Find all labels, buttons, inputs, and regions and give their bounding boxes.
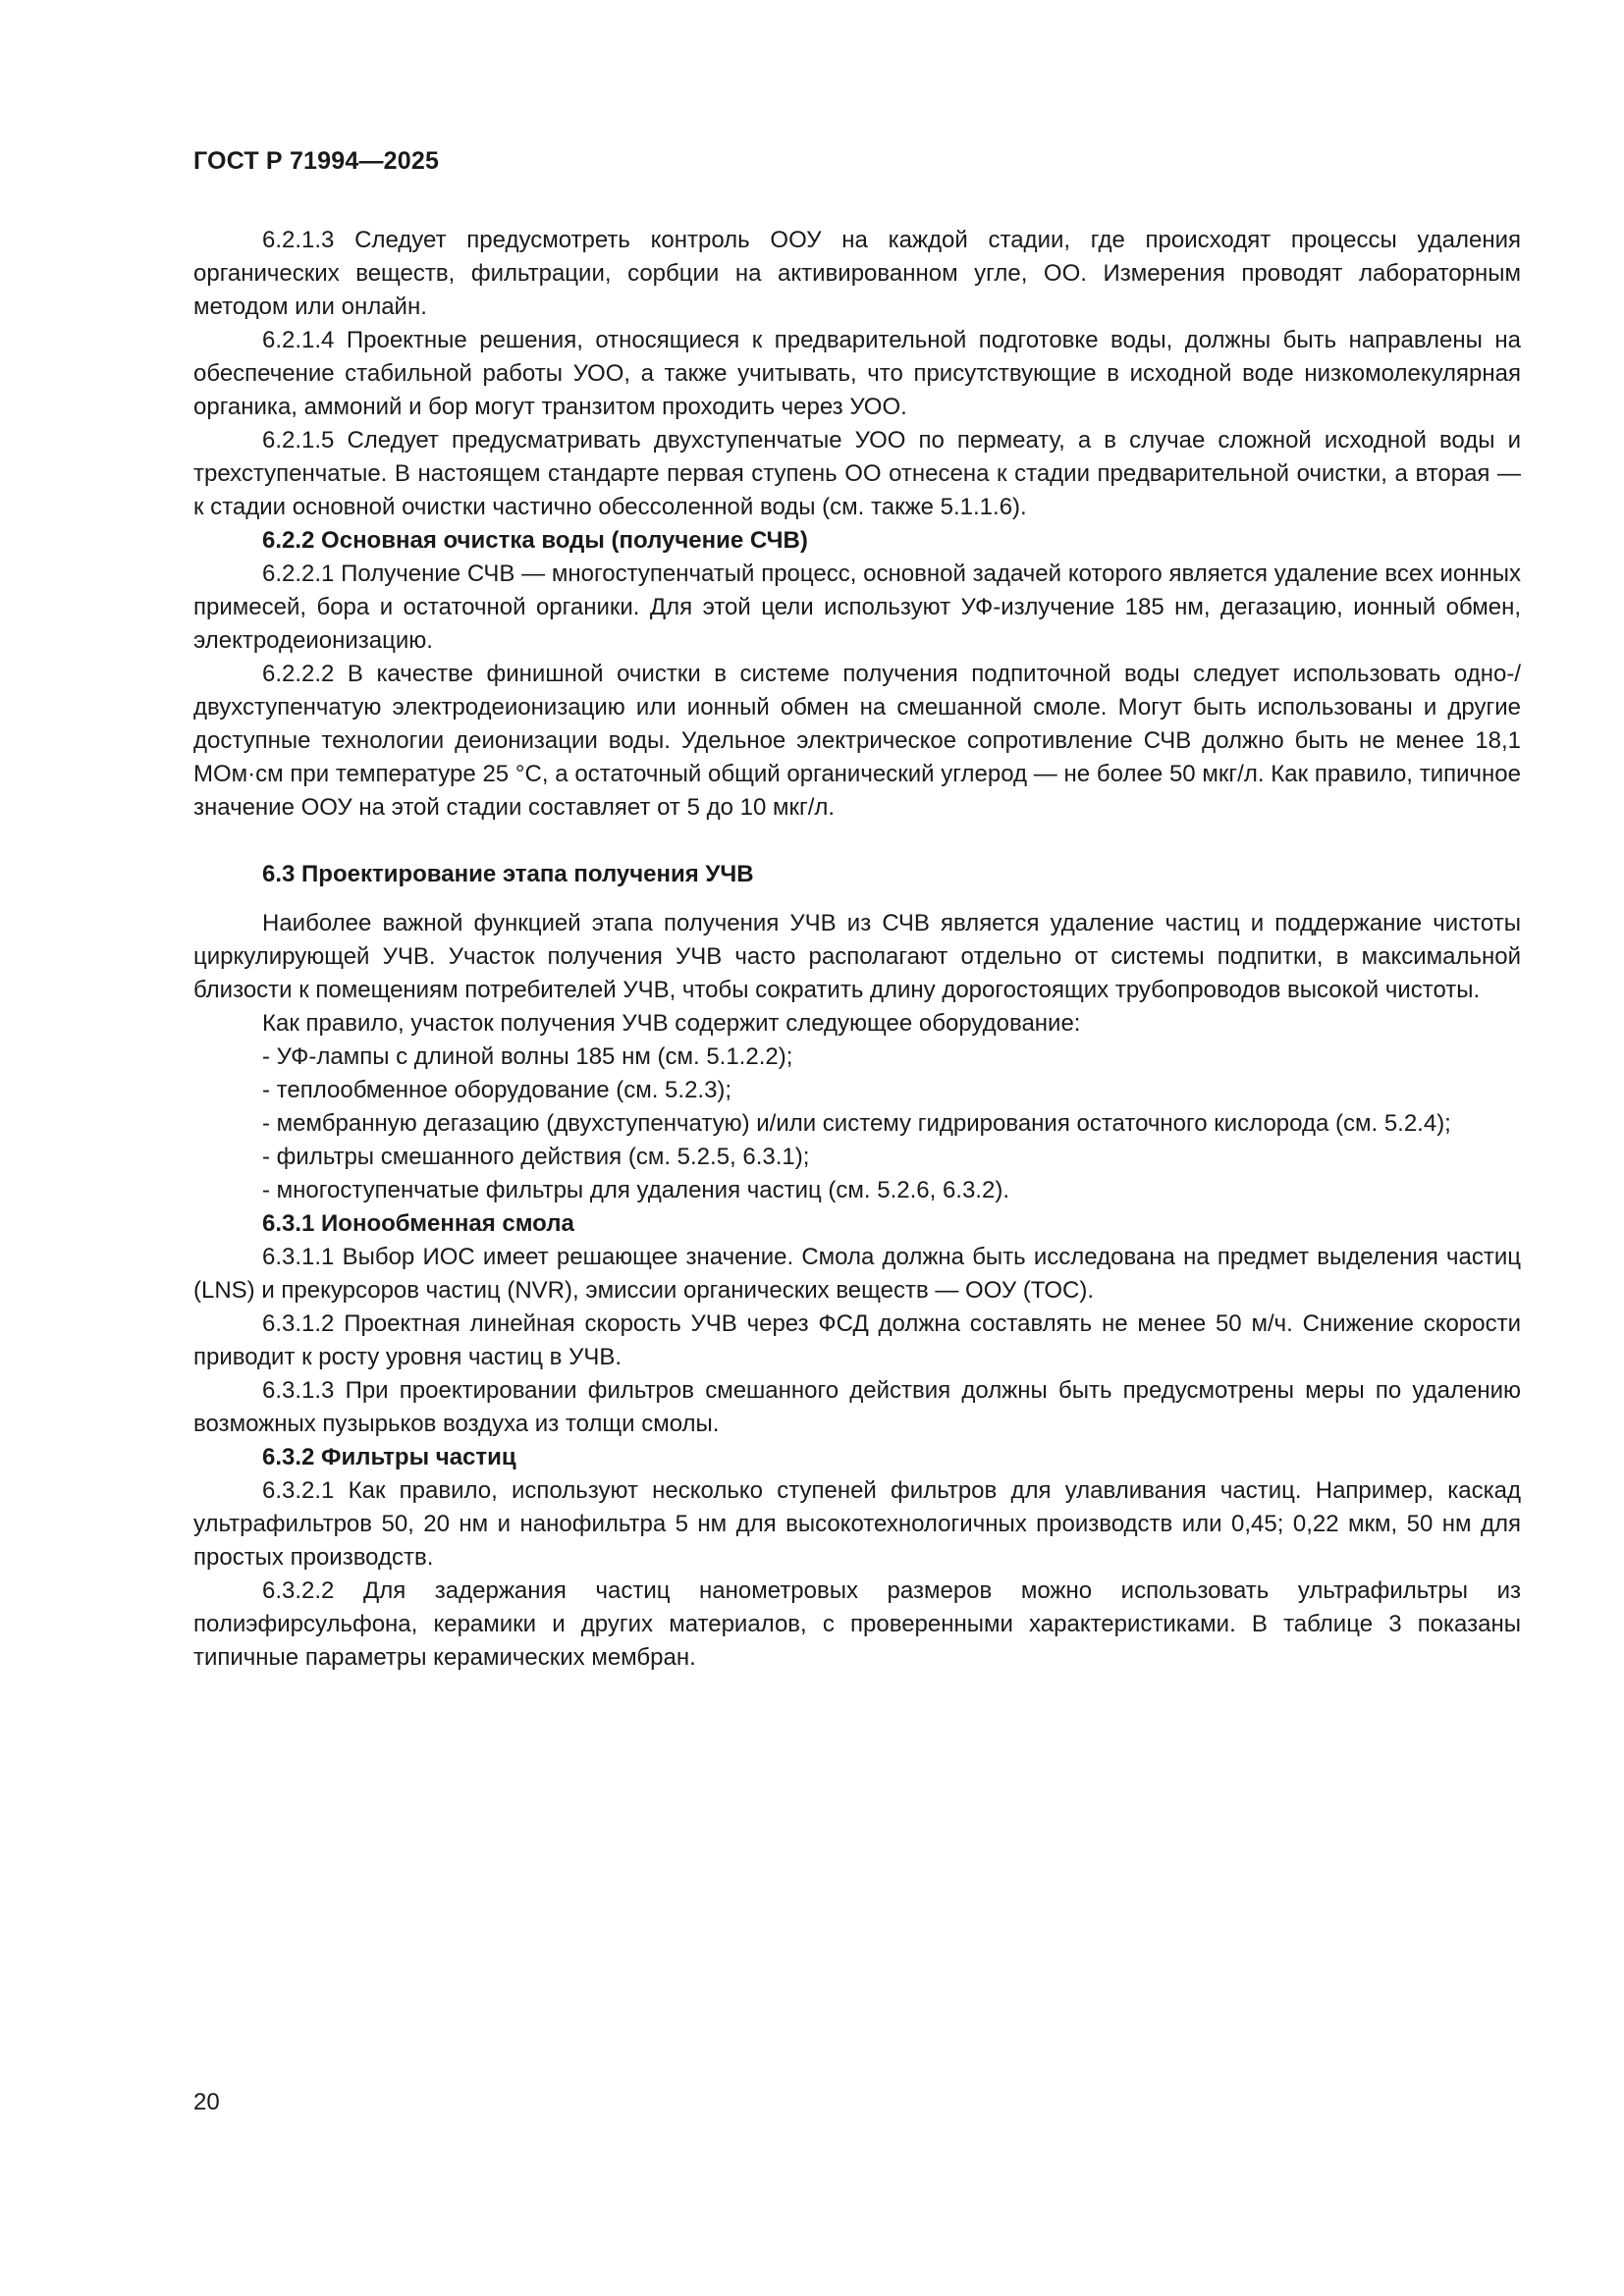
list-item: - многоступенчатые фильтры для удаления частиц (см. 5.2.6, 6.3.2).	[193, 1174, 1521, 1207]
paragraph-6-2-1-3: 6.2.1.3 Следует предусмотреть контроль ООУ на каждой стадии, где происходят процессы удаления органических веществ, фильтрации, сорбции на активированном угле, ОО. Измерения проводят лабораторным методом или онлайн.	[193, 227, 1521, 320]
paragraph-6-3-1-3: 6.3.1.3 При проектировании фильтров смешанного действия должны быть предусмотрены меры по удалению возможных пузырьков воздуха из толщи смолы.	[193, 1377, 1521, 1437]
list-item: - мембранную дегазацию (двухступенчатую) и/или систему гидрирования остаточного кислорода (см. 5.2.4);	[193, 1107, 1521, 1141]
heading-6-3: 6.3 Проектирование этапа получения УЧВ	[262, 861, 754, 887]
heading-6-2-2: 6.2.2 Основная очистка воды (получение СЧВ)	[262, 527, 808, 554]
paragraph-6-3-equipment: Как правило, участок получения УЧВ содержит следующее оборудование:	[262, 1010, 1081, 1037]
paragraph-6-3-intro: Наиболее важной функцией этапа получения УЧВ из СЧВ является удаление частиц и поддержание чистоты циркулирующей УЧВ. Участок получения УЧВ часто располагают отдельно от системы подпитки, в максимальной близости к помещениям потребителей УЧВ, чтобы сократить длину дорогостоящих трубопроводов высокой чистоты.	[193, 910, 1521, 1003]
paragraph-6-3-1-2: 6.3.1.2 Проектная линейная скорость УЧВ через ФСД должна составлять не менее 50 м/ч. Снижение скорости приводит к росту уровня частиц в УЧВ.	[193, 1310, 1521, 1370]
document-header: ГОСТ Р 71994—2025	[193, 147, 440, 175]
paragraph-6-3-2-1: 6.3.2.1 Как правило, используют несколько ступеней фильтров для улавливания частиц. Например, каскад ультрафильтров 50, 20 нм и нанофильтра 5 нм для высокотехнологичных производств или 0,45; 0,22 мкм, 50 нм для простых производств.	[193, 1477, 1521, 1571]
list-item: - фильтры смешанного действия (см. 5.2.5, 6.3.1);	[193, 1141, 1521, 1174]
list-item: - УФ-лампы с длиной волны 185 нм (см. 5.1.2.2);	[193, 1041, 1521, 1074]
page-number: 20	[193, 2089, 220, 2115]
heading-6-3-2: 6.3.2 Фильтры частиц	[262, 1444, 516, 1470]
paragraph-6-2-1-4: 6.2.1.4 Проектные решения, относящиеся к предварительной подготовке воды, должны быть направлены на обеспечение стабильной работы УОО, а также учитывать, что присутствующие в исходной воде низкомолекулярная органика, аммоний и бор могут транзитом проходить через УОО.	[193, 327, 1521, 420]
paragraph-6-2-2-2: 6.2.2.2 В качестве финишной очистки в системе получения подпиточной воды следует использовать одно-/двухступенчатую электродеионизацию или ионный обмен на смешанной смоле. Могут быть использованы и другие доступные технологии деионизации воды. Удельное электрическое сопротивление СЧВ должно быть не менее 18,1 МОм·см при температуре 25 °С, а остаточный общий органический углерод — не более 50 мкг/л. Как правило, типичное значение ООУ на этой стадии составляет от 5 до 10 мкг/л.	[193, 661, 1521, 821]
paragraph-6-3-1-1: 6.3.1.1 Выбор ИОС имеет решающее значение. Смола должна быть исследована на предмет выделения частиц (LNS) и прекурсоров частиц (NVR), эмиссии органических веществ — ООУ (ТОС).	[193, 1244, 1521, 1304]
heading-6-3-1: 6.3.1 Ионообменная смола	[262, 1210, 574, 1237]
document-body	[193, 224, 1521, 1675]
list-item: - теплообменное оборудование (см. 5.2.3);	[193, 1074, 1521, 1107]
equipment-list	[193, 1041, 1521, 1207]
paragraph-6-2-1-5: 6.2.1.5 Следует предусматривать двухступенчатые УОО по пермеату, а в случае сложной исходной воды и трехступенчатые. В настоящем стандарте первая ступень ОО отнесена к стадии предварительной очистки, а вторая — к стадии основной очистки частично обессоленной воды (см. также 5.1.1.6).	[193, 427, 1521, 520]
paragraph-6-2-2-1: 6.2.2.1 Получение СЧВ — многоступенчатый процесс, основной задачей которого является удаление всех ионных примесей, бора и остаточной органики. Для этой цели используют УФ-излучение 185 нм, дегазацию, ионный обмен, электродеионизацию.	[193, 561, 1521, 654]
paragraph-6-3-2-2: 6.3.2.2 Для задержания частиц нанометровых размеров можно использовать ультрафильтры из полиэфирсульфона, керамики и других материалов, с проверенными характеристиками. В таблице 3 показаны типичные параметры керамических мембран.	[193, 1577, 1521, 1671]
